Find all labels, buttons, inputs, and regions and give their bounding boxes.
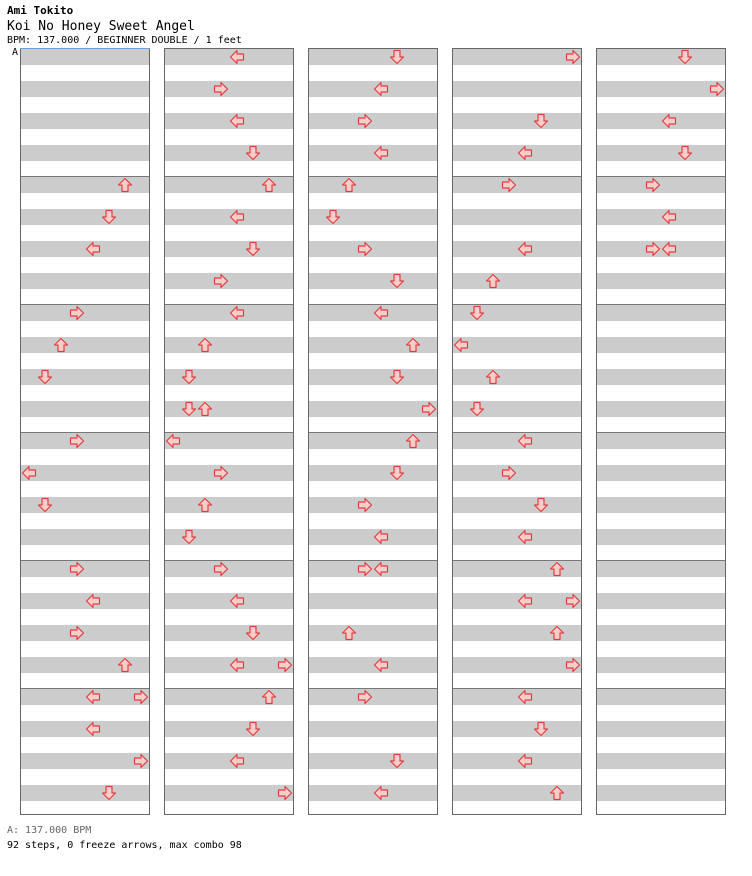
step-arrow-left bbox=[517, 689, 533, 705]
step-arrow-down bbox=[389, 753, 405, 769]
beat-stripe bbox=[21, 401, 149, 417]
step-arrow-up bbox=[197, 401, 213, 417]
step-arrow-down bbox=[533, 113, 549, 129]
step-arrow-up bbox=[549, 625, 565, 641]
beat-stripe bbox=[309, 625, 437, 641]
beat-stripe bbox=[165, 145, 293, 161]
beat-stripe bbox=[453, 497, 581, 513]
step-arrow-left bbox=[453, 337, 469, 353]
step-arrow-down bbox=[677, 49, 693, 65]
beat-stripe bbox=[597, 529, 725, 545]
step-arrow-down bbox=[181, 401, 197, 417]
chart-column bbox=[164, 48, 294, 815]
beat-stripe bbox=[597, 145, 725, 161]
step-arrow-right bbox=[357, 241, 373, 257]
step-arrow-left bbox=[85, 593, 101, 609]
step-arrow-up bbox=[405, 433, 421, 449]
step-arrow-left bbox=[85, 241, 101, 257]
beat-stripe bbox=[165, 465, 293, 481]
step-arrow-right bbox=[565, 593, 581, 609]
beat-stripe bbox=[597, 753, 725, 769]
step-arrow-left bbox=[661, 241, 677, 257]
beat-stripe bbox=[597, 561, 725, 577]
beat-stripe bbox=[21, 49, 149, 65]
step-arrow-left bbox=[517, 145, 533, 161]
beat-stripe bbox=[309, 49, 437, 65]
beat-stripe bbox=[165, 721, 293, 737]
step-arrow-left bbox=[229, 657, 245, 673]
beat-stripe bbox=[597, 81, 725, 97]
measure-line bbox=[597, 560, 725, 561]
chart-meta: BPM: 137.000 / BEGINNER DOUBLE / 1 feet bbox=[7, 35, 242, 46]
step-arrow-up bbox=[405, 337, 421, 353]
beat-stripe bbox=[165, 81, 293, 97]
step-arrow-left bbox=[229, 113, 245, 129]
beat-stripe bbox=[309, 497, 437, 513]
step-arrow-left bbox=[661, 113, 677, 129]
beat-stripe bbox=[597, 689, 725, 705]
step-arrow-left bbox=[373, 81, 389, 97]
step-arrow-left bbox=[517, 241, 533, 257]
song-title: Koi No Honey Sweet Angel bbox=[7, 19, 195, 34]
step-arrow-right bbox=[421, 401, 437, 417]
step-arrow-left bbox=[517, 433, 533, 449]
step-arrow-right bbox=[277, 785, 293, 801]
beat-stripe bbox=[165, 433, 293, 449]
beat-stripe bbox=[309, 465, 437, 481]
beat-stripe bbox=[165, 785, 293, 801]
beat-stripe bbox=[165, 241, 293, 257]
beat-stripe bbox=[21, 433, 149, 449]
beat-stripe bbox=[21, 305, 149, 321]
beat-stripe bbox=[453, 273, 581, 289]
step-arrow-left bbox=[373, 145, 389, 161]
beat-stripe bbox=[21, 81, 149, 97]
beat-stripe bbox=[21, 753, 149, 769]
measure-line bbox=[21, 560, 149, 561]
step-arrow-left bbox=[373, 529, 389, 545]
beat-stripe bbox=[597, 785, 725, 801]
beat-stripe bbox=[453, 337, 581, 353]
beat-stripe bbox=[453, 465, 581, 481]
step-arrow-right bbox=[213, 465, 229, 481]
step-arrow-down bbox=[245, 625, 261, 641]
beat-stripe bbox=[597, 337, 725, 353]
step-arrow-left bbox=[229, 305, 245, 321]
chart-column bbox=[452, 48, 582, 815]
beat-stripe bbox=[453, 177, 581, 193]
beat-stripe bbox=[309, 689, 437, 705]
beat-stripe bbox=[309, 753, 437, 769]
measure-line bbox=[21, 432, 149, 433]
beat-stripe bbox=[597, 273, 725, 289]
step-arrow-right bbox=[213, 81, 229, 97]
beat-stripe bbox=[21, 561, 149, 577]
beat-stripe bbox=[21, 625, 149, 641]
beat-stripe bbox=[309, 369, 437, 385]
measure-line bbox=[597, 688, 725, 689]
step-arrow-right bbox=[69, 433, 85, 449]
beat-stripe bbox=[453, 369, 581, 385]
measure-line bbox=[165, 432, 293, 433]
step-arrow-right bbox=[645, 241, 661, 257]
step-arrow-down bbox=[181, 529, 197, 545]
step-arrow-left bbox=[85, 689, 101, 705]
step-arrow-right bbox=[501, 177, 517, 193]
step-arrow-up bbox=[549, 561, 565, 577]
step-arrow-up bbox=[197, 337, 213, 353]
step-arrow-left bbox=[229, 209, 245, 225]
beat-stripe bbox=[309, 401, 437, 417]
step-arrow-right bbox=[357, 497, 373, 513]
step-arrow-right bbox=[133, 689, 149, 705]
step-arrow-up bbox=[341, 177, 357, 193]
step-arrow-down bbox=[533, 497, 549, 513]
step-arrow-right bbox=[709, 81, 725, 97]
step-arrow-up bbox=[485, 273, 501, 289]
step-arrow-right bbox=[357, 689, 373, 705]
step-arrow-left bbox=[373, 561, 389, 577]
beat-stripe bbox=[597, 177, 725, 193]
artist-name: Ami Tokito bbox=[7, 4, 74, 17]
measure-line bbox=[309, 176, 437, 177]
step-arrow-right bbox=[213, 561, 229, 577]
step-arrow-down bbox=[325, 209, 341, 225]
measure-line bbox=[453, 176, 581, 177]
beat-stripe bbox=[309, 273, 437, 289]
beat-stripe bbox=[453, 113, 581, 129]
beat-stripe bbox=[309, 113, 437, 129]
step-arrow-up bbox=[261, 689, 277, 705]
beat-stripe bbox=[597, 625, 725, 641]
step-arrow-down bbox=[245, 145, 261, 161]
step-arrow-up bbox=[53, 337, 69, 353]
beat-stripe bbox=[21, 145, 149, 161]
step-arrow-up bbox=[341, 625, 357, 641]
step-arrow-left bbox=[661, 209, 677, 225]
beat-stripe bbox=[597, 369, 725, 385]
step-arrow-right bbox=[501, 465, 517, 481]
bpm-marker-line bbox=[20, 48, 150, 49]
step-arrow-left bbox=[517, 593, 533, 609]
step-arrow-up bbox=[117, 177, 133, 193]
beat-stripe bbox=[453, 721, 581, 737]
step-arrow-right bbox=[213, 273, 229, 289]
step-arrow-down bbox=[533, 721, 549, 737]
step-arrow-right bbox=[277, 657, 293, 673]
step-arrow-up bbox=[197, 497, 213, 513]
step-arrow-right bbox=[357, 561, 373, 577]
step-arrow-up bbox=[117, 657, 133, 673]
beat-stripe bbox=[21, 785, 149, 801]
step-arrow-down bbox=[245, 241, 261, 257]
beat-stripe bbox=[165, 337, 293, 353]
step-arrow-down bbox=[389, 273, 405, 289]
beat-stripe bbox=[21, 337, 149, 353]
step-arrow-left bbox=[373, 305, 389, 321]
chart-column bbox=[308, 48, 438, 815]
step-arrow-left bbox=[517, 753, 533, 769]
chart-column bbox=[596, 48, 726, 815]
measure-line bbox=[165, 560, 293, 561]
beat-stripe bbox=[21, 529, 149, 545]
step-arrow-up bbox=[549, 785, 565, 801]
beat-stripe bbox=[453, 49, 581, 65]
step-arrow-right bbox=[357, 113, 373, 129]
beat-stripe bbox=[165, 625, 293, 641]
step-arrow-down bbox=[101, 785, 117, 801]
step-arrow-down bbox=[677, 145, 693, 161]
step-arrow-right bbox=[69, 305, 85, 321]
beat-stripe bbox=[597, 657, 725, 673]
beat-stripe bbox=[165, 497, 293, 513]
beat-stripe bbox=[309, 593, 437, 609]
step-arrow-down bbox=[245, 721, 261, 737]
step-arrow-down bbox=[469, 401, 485, 417]
step-arrow-down bbox=[389, 465, 405, 481]
beat-stripe bbox=[165, 561, 293, 577]
step-arrow-down bbox=[469, 305, 485, 321]
step-arrow-left bbox=[373, 657, 389, 673]
step-arrow-down bbox=[389, 369, 405, 385]
step-arrow-left bbox=[21, 465, 37, 481]
step-arrow-left bbox=[229, 49, 245, 65]
step-arrow-right bbox=[565, 657, 581, 673]
beat-stripe bbox=[309, 721, 437, 737]
step-arrow-up bbox=[485, 369, 501, 385]
step-arrow-up bbox=[261, 177, 277, 193]
beat-stripe bbox=[597, 593, 725, 609]
step-arrow-right bbox=[69, 561, 85, 577]
step-arrow-left bbox=[85, 721, 101, 737]
beat-stripe bbox=[453, 81, 581, 97]
beat-stripe bbox=[453, 209, 581, 225]
step-arrow-down bbox=[37, 497, 53, 513]
beat-stripe bbox=[597, 49, 725, 65]
measure-line bbox=[597, 304, 725, 305]
beat-stripe bbox=[21, 113, 149, 129]
step-arrow-right bbox=[69, 625, 85, 641]
beat-stripe bbox=[597, 401, 725, 417]
step-arrow-left bbox=[165, 433, 181, 449]
step-arrow-down bbox=[389, 49, 405, 65]
beat-stripe bbox=[165, 273, 293, 289]
step-arrow-down bbox=[37, 369, 53, 385]
measure-line bbox=[21, 304, 149, 305]
beat-stripe bbox=[597, 721, 725, 737]
step-arrow-left bbox=[517, 529, 533, 545]
step-arrow-right bbox=[133, 753, 149, 769]
beat-stripe bbox=[21, 209, 149, 225]
step-arrow-left bbox=[373, 785, 389, 801]
beat-stripe bbox=[597, 433, 725, 449]
step-arrow-right bbox=[565, 49, 581, 65]
bpm-marker-label: A bbox=[12, 47, 19, 58]
step-arrow-left bbox=[229, 593, 245, 609]
step-arrow-down bbox=[181, 369, 197, 385]
bpm-legend: A: 137.000 BPM bbox=[7, 825, 92, 836]
chart-column bbox=[20, 48, 150, 815]
beat-stripe bbox=[453, 657, 581, 673]
beat-stripe bbox=[597, 465, 725, 481]
beat-stripe bbox=[309, 241, 437, 257]
step-arrow-right bbox=[645, 177, 661, 193]
step-arrow-down bbox=[101, 209, 117, 225]
beat-stripe bbox=[21, 465, 149, 481]
beat-stripe bbox=[309, 177, 437, 193]
step-arrow-left bbox=[229, 753, 245, 769]
beat-stripe bbox=[597, 497, 725, 513]
measure-line bbox=[597, 176, 725, 177]
beat-stripe bbox=[21, 273, 149, 289]
beat-stripe bbox=[597, 305, 725, 321]
measure-line bbox=[597, 432, 725, 433]
measure-line bbox=[309, 688, 437, 689]
step-stats: 92 steps, 0 freeze arrows, max combo 98 bbox=[7, 840, 242, 851]
